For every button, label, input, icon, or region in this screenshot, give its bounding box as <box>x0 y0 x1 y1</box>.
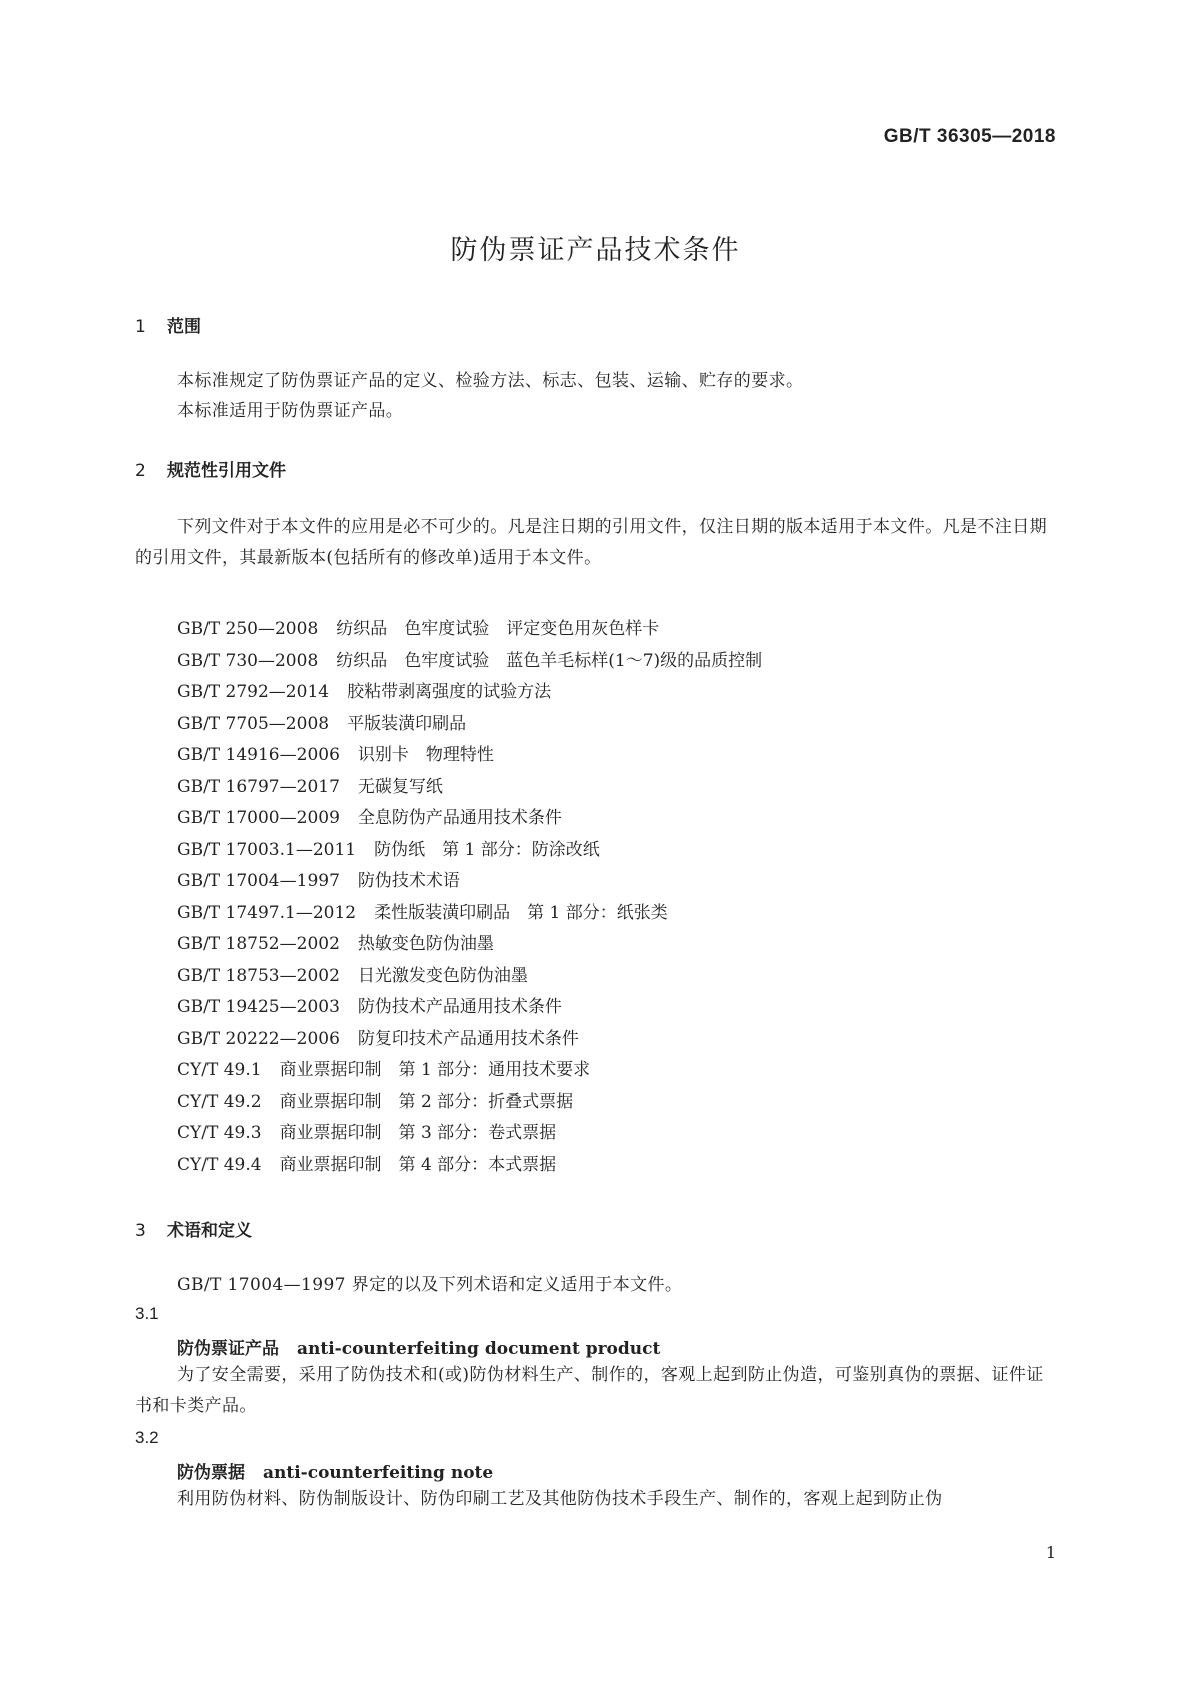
reference-title: 柔性版装潢印刷品 第 1 部分：纸张类 <box>374 902 668 923</box>
reference-title: 平版装潢印刷品 <box>347 713 467 734</box>
reference-item <box>177 898 762 930</box>
reference-code: GB/T 250—2008 <box>177 619 319 639</box>
section-number: 3 <box>135 1221 146 1241</box>
section-1-paragraph-2: 本标准适用于防伪票证产品。 <box>177 401 404 421</box>
section-title: 规范性引用文件 <box>167 461 286 481</box>
reference-item <box>177 929 762 961</box>
reference-title: 识别卡 物理特性 <box>357 745 494 765</box>
reference-code: CY/T 49.2 <box>177 1091 262 1112</box>
reference-code: GB/T 18752—2002 <box>177 934 340 954</box>
reference-title: 防伪技术产品通用技术条件 <box>357 997 562 1017</box>
reference-item <box>177 709 762 741</box>
reference-item <box>177 740 762 772</box>
reference-item <box>177 866 762 898</box>
reference-code: GB/T 14916—2006 <box>177 745 340 765</box>
reference-title: 日光激发变色防伪油墨 <box>357 965 528 986</box>
reference-item <box>177 835 762 867</box>
reference-item <box>177 961 762 993</box>
reference-title: 纺织品 色牢度试验 蓝色羊毛标样(1～7)级的品质控制 <box>336 650 763 671</box>
section-title: 范围 <box>167 317 201 337</box>
reference-item <box>177 1024 762 1056</box>
normative-references-list <box>177 614 762 1181</box>
reference-code: GB/T 17003.1—2011 <box>177 839 357 860</box>
reference-item <box>177 772 762 804</box>
reference-title: 无碳复写纸 <box>357 776 443 797</box>
reference-code: CY/T 49.3 <box>177 1123 262 1143</box>
term-chinese: 防伪票据 <box>177 1463 245 1483</box>
reference-title: 胶粘带剥离强度的试验方法 <box>347 682 552 702</box>
term-english: anti-counterfeiting note <box>263 1463 494 1483</box>
document-title: 防伪票证产品技术条件 <box>450 235 741 266</box>
term-heading <box>177 1334 660 1359</box>
standard-number: GB/T 36305—2018 <box>883 126 1056 147</box>
section-3-intro: GB/T 17004—1997 界定的以及下列术语和定义适用于本文件。 <box>177 1275 683 1295</box>
reference-item <box>177 1055 762 1087</box>
reference-item <box>177 803 762 835</box>
reference-title: 防复印技术产品通用技术条件 <box>357 1028 579 1049</box>
section-title: 术语和定义 <box>167 1221 252 1241</box>
reference-title: 热敏变色防伪油墨 <box>357 934 494 954</box>
reference-code: CY/T 49.4 <box>177 1154 262 1175</box>
reference-title: 商业票据印制 第 2 部分：折叠式票据 <box>279 1091 574 1112</box>
section-number: 2 <box>135 461 146 481</box>
section-number: 1 <box>135 317 146 337</box>
reference-code: GB/T 730—2008 <box>177 650 319 671</box>
term-heading <box>177 1458 493 1483</box>
reference-code: GB/T 17497.1—2012 <box>177 902 357 923</box>
reference-title: 商业票据印制 第 1 部分：通用技术要求 <box>279 1060 591 1080</box>
section-2-intro: 下列文件对于本文件的应用是必不可少的。凡是注日期的引用文件，仅注日期的版本适用于本文件。凡是不注日期的引用文件，其最新版本(包括所有的修改单)适用于本文件。 <box>135 517 1047 568</box>
clause-number: 3.2 <box>135 1428 159 1447</box>
section-1-heading <box>135 312 201 337</box>
page-number: 1 <box>1045 1543 1056 1562</box>
reference-code: GB/T 17000—2009 <box>177 808 340 828</box>
reference-item <box>177 1087 762 1119</box>
reference-title: 防伪技术术语 <box>357 871 460 891</box>
term-english: anti-counterfeiting document product <box>297 1339 661 1359</box>
reference-code: GB/T 2792—2014 <box>177 682 330 702</box>
reference-code: GB/T 16797—2017 <box>177 776 340 797</box>
reference-item <box>177 614 762 646</box>
reference-item <box>177 677 762 709</box>
reference-code: CY/T 49.1 <box>177 1060 262 1080</box>
reference-title: 商业票据印制 第 4 部分：本式票据 <box>279 1154 557 1175</box>
reference-code: GB/T 18753—2002 <box>177 965 340 986</box>
reference-item <box>177 992 762 1024</box>
reference-code: GB/T 17004—1997 <box>177 871 340 891</box>
section-2-heading <box>135 456 286 481</box>
reference-title: 全息防伪产品通用技术条件 <box>357 808 562 828</box>
term-definition: 为了安全需要，采用了防伪技术和(或)防伪材料生产、制作的，客观上起到防止伪造，可鉴别真伪的票据、证件证书和卡类产品。 <box>135 1365 1044 1416</box>
reference-item <box>177 1118 762 1150</box>
reference-code: GB/T 19425—2003 <box>177 997 340 1017</box>
clause-number: 3.1 <box>135 1304 159 1323</box>
section-1-paragraph-1: 本标准规定了防伪票证产品的定义、检验方法、标志、包装、运输、贮存的要求。 <box>177 371 804 391</box>
reference-code: GB/T 20222—2006 <box>177 1028 340 1049</box>
section-3-heading <box>135 1216 252 1241</box>
term-chinese: 防伪票证产品 <box>177 1339 279 1359</box>
reference-title: 商业票据印制 第 3 部分：卷式票据 <box>279 1123 557 1143</box>
reference-item <box>177 646 762 678</box>
reference-title: 纺织品 色牢度试验 评定变色用灰色样卡 <box>336 619 660 639</box>
reference-title: 防伪纸 第 1 部分：防涂改纸 <box>374 839 600 860</box>
reference-code: GB/T 7705—2008 <box>177 713 330 734</box>
term-definition: 利用防伪材料、防伪制版设计、防伪印刷工艺及其他防伪技术手段生产、制作的，客观上起到防止伪 <box>177 1489 943 1509</box>
reference-item <box>177 1150 762 1182</box>
